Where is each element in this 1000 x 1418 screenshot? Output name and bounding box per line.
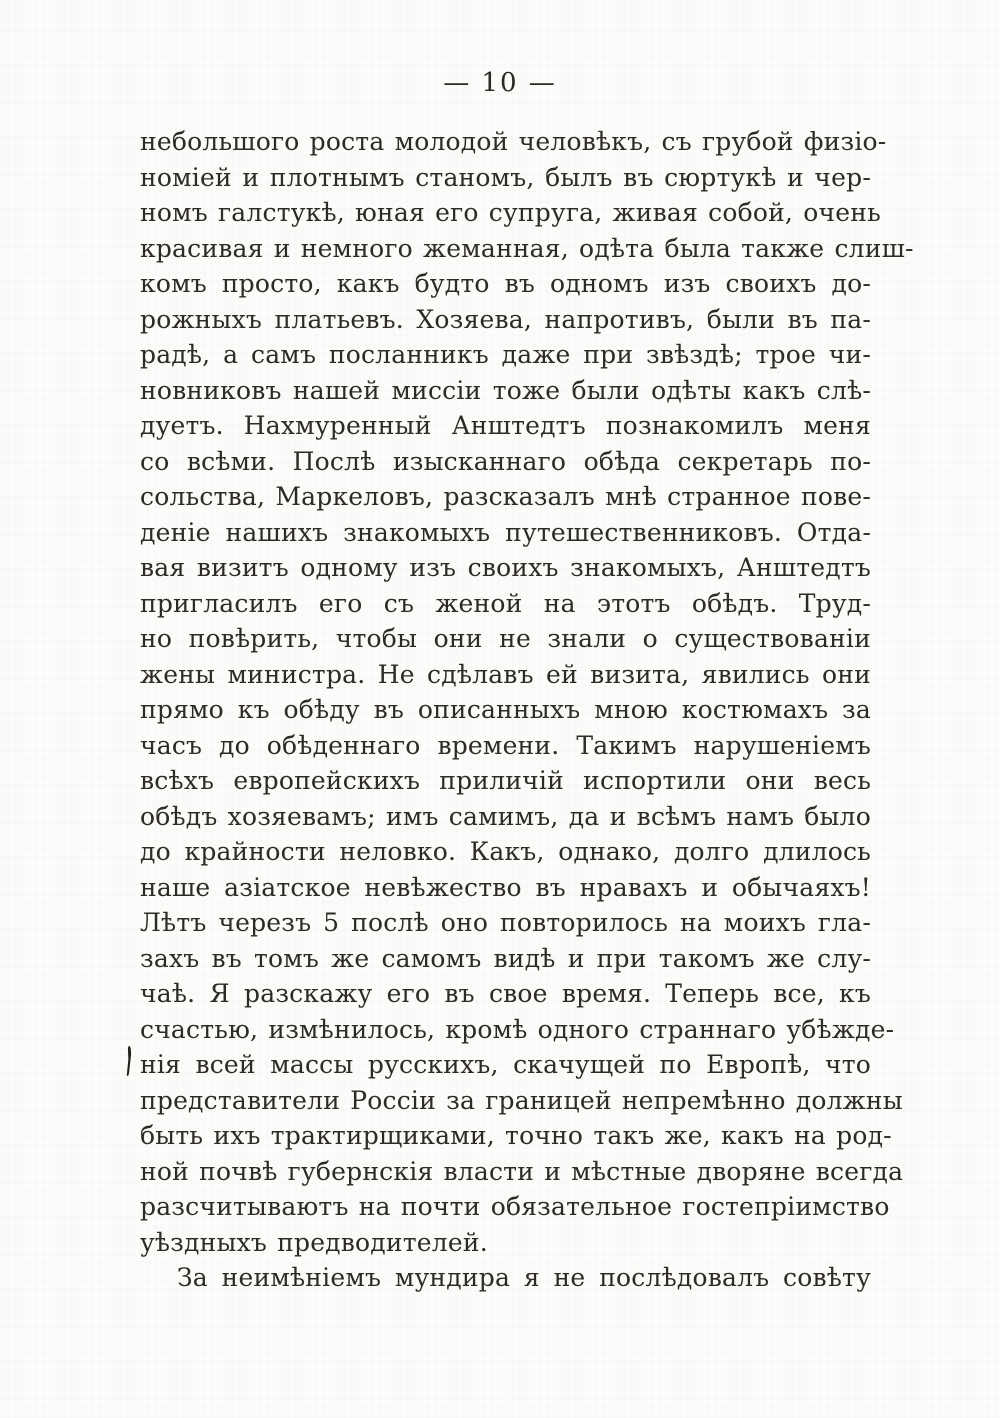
text-line: деніе нашихъ знакомыхъ путешественниковъ. Отда-: [140, 517, 871, 547]
margin-ink-mark: [125, 1046, 132, 1076]
text-line: разсчитываютъ на почти обязательное гостепріимство: [140, 1192, 890, 1221]
text-line: номіей и плотнымъ станомъ, былъ въ сюртукѣ и чер-: [140, 162, 871, 192]
text-block: [140, 124, 914, 1296]
text-line: чаѣ. Я разскажу его въ свое время. Теперь все, къ: [140, 979, 871, 1008]
text-line: ной почвѣ губернскія власти и мѣстные дворяне всегда: [140, 1156, 904, 1186]
text-line: счастью, измѣнилось, кромѣ одного страннаго убѣжде-: [140, 1014, 895, 1044]
text-line: рожныхъ платьевъ. Хозяева, напротивъ, были въ па-: [140, 304, 871, 334]
text-line: обѣдъ хозяевамъ; имъ самимъ, да и всѣмъ намъ было: [140, 801, 871, 831]
text-line: всѣхъ европейскихъ приличій испортили они весь: [140, 766, 871, 795]
text-line: сольства, Маркеловъ, разсказалъ мнѣ странное пове-: [140, 482, 871, 511]
text-line: жены министра. Не сдѣлавъ ей визита, явились они: [140, 659, 871, 689]
text-line: до крайности неловко. Какъ, однако, долго длилось: [140, 837, 871, 866]
text-line: представители Россіи за границей непремѣнно должны: [140, 1085, 903, 1115]
text-line: наше азіатское невѣжество въ нравахъ и обычаяхъ!: [140, 872, 871, 902]
text-line: За неимѣніемъ мундира я не послѣдовалъ совѣту: [177, 1263, 871, 1292]
text-line: нія всей массы русскихъ, скачущей по Европѣ, что: [140, 1050, 871, 1079]
text-line: пригласилъ его съ женой на этотъ обѣдъ. Труд-: [140, 588, 871, 618]
text-line: номъ галстукѣ, юная его супруга, живая собой, очень: [140, 198, 881, 227]
text-line: комъ просто, какъ будто въ одномъ изъ своихъ до-: [140, 269, 871, 298]
text-line: новниковъ нашей миссіи тоже были одѣты какъ слѣ-: [140, 375, 871, 405]
text-line: Лѣтъ черезъ 5 послѣ оно повторилось на моихъ гла-: [140, 908, 871, 937]
text-line: радѣ, а самъ посланникъ даже при звѣздѣ; трое чи-: [140, 340, 871, 369]
page-header: [0, 68, 1000, 98]
text-line: небольшого роста молодой человѣкъ, съ грубой физіо-: [140, 127, 887, 156]
text-line: прямо къ обѣду въ описанныхъ мною костюмахъ за: [140, 695, 871, 724]
text-line: быть ихъ трактирщиками, точно такъ же, какъ на род-: [140, 1121, 892, 1150]
text-line: со всѣми. Послѣ изысканнаго обѣда секретарь по-: [140, 446, 871, 476]
text-line: захъ въ томъ же самомъ видѣ и при такомъ же слу-: [140, 943, 871, 973]
page-number: — 10 —: [443, 68, 557, 98]
text-line: но повѣрить, чтобы они не знали о существованіи: [140, 624, 871, 653]
text-line: красивая и немного жеманная, одѣта была также слиш-: [140, 233, 914, 263]
text-line: вая визитъ одному изъ своихъ знакомыхъ, Анштедтъ: [140, 553, 871, 582]
text-line: дуетъ. Нахмуренный Анштедтъ познакомилъ меня: [140, 411, 871, 440]
text-line: часъ до обѣденнаго времени. Такимъ нарушеніемъ: [140, 730, 871, 760]
text-line: уѣздныхъ предводителей.: [140, 1227, 488, 1257]
